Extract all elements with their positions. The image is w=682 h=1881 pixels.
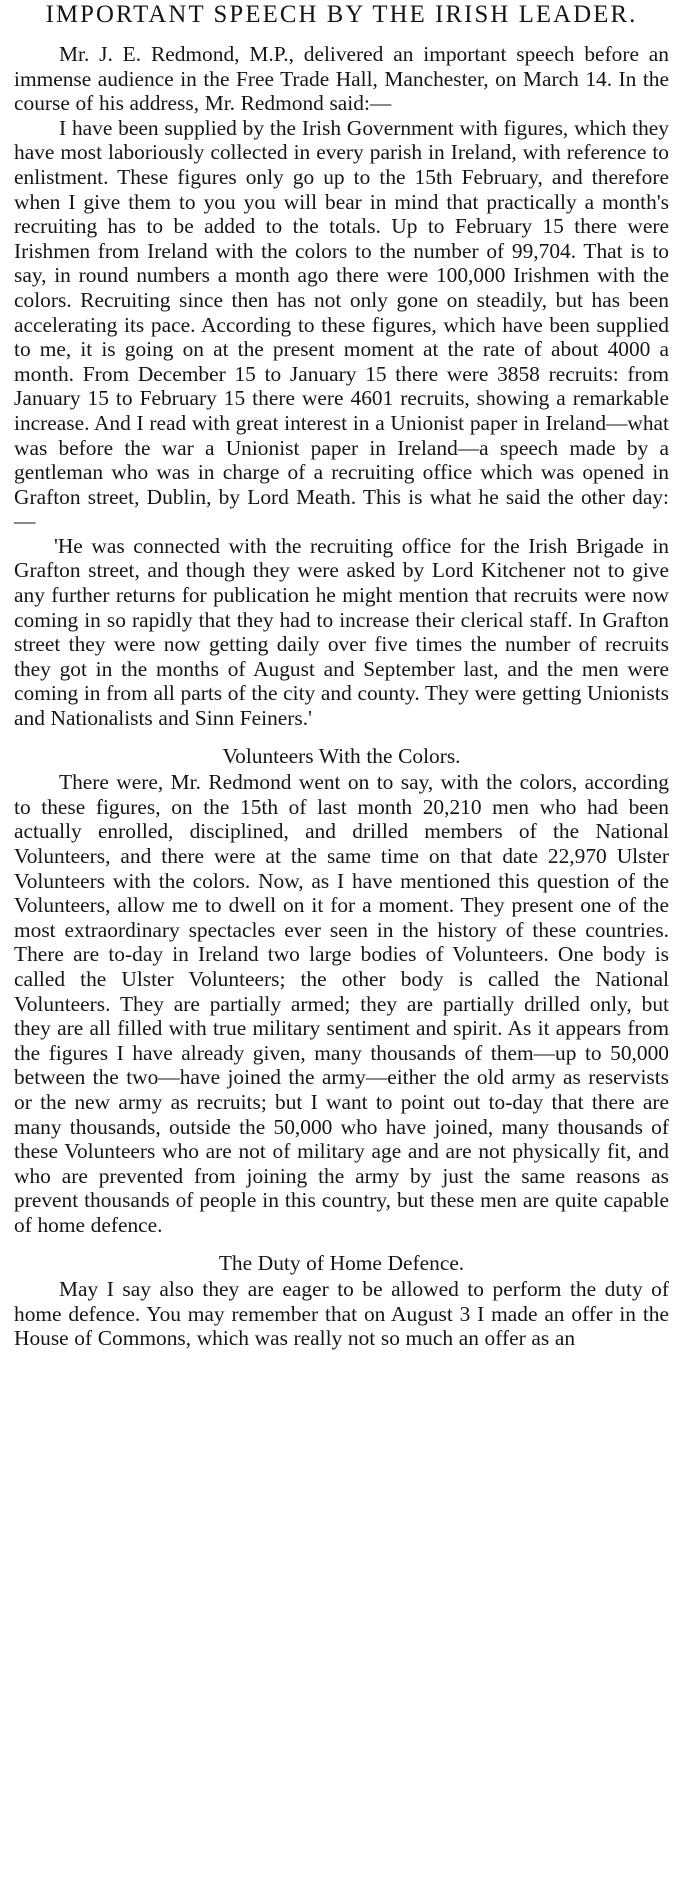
body-paragraph: There were, Mr. Redmond went on to say, with the colors, according to these figures, on the 15th of last month 20,210 men who had been actually enrolled, disciplined, and drilled members of the National Volunteers, and there were at the same time on that date 22,970 Ulster Volunteers with the colors. Now, as I have mentioned this question of the Volunteers, allow me to dwell on it for a moment. They present one of the most extraordinary spectacles ever seen in the history of these countries. There are to-day in Ireland two large bodies of Volunteers. One body is called the Ulster Volunteers; the other body is called the National Volunteers. They are partially armed; they are partially drilled only, but they are all filled with true military sentiment and spirit. As it appears from the figures I have already given, many thousands of them—up to 50,000 between the two—have joined the army—either the old army as reservists or the new army as recruits; but I want to point out to-day that there are many thousands, outside the 50,000 who have joined, many thousands of these Volunteers who are not of military age and are not physically fit, and who are prevented from joining the army by just the same reasons as prevent thousands of people in this country, but these men are quite capable of home defence.: [14, 770, 669, 1237]
subheading: The Duty of Home Defence.: [218, 1250, 465, 1275]
body-paragraph: May I say also they are eager to be allowed to perform the duty of home defence. You may remember that on August 3 I made an offer in the House of Commons, which was really not so much an offer as an: [14, 1277, 669, 1351]
quoted-paragraph: 'He was connected with the recruiting office for the Irish Brigade in Grafton street, and though they were asked by Lord Kitchener not to give any further returns for publication he might mention that recruits were now coming in so rapidly that they had to increase their clerical staff. In Grafton street they were now getting daily over five times the number of recruits they got in the months of August and September last, and the men were coming in from all parts of the city and county. They were getting Unionists and Nationalists and Sinn Feiners.': [14, 533, 669, 731]
article-headline: IMPORTANT SPEECH BY THE IRISH LEADER.: [45, 1, 638, 28]
article-body: [14, 42, 669, 1351]
body-paragraph: I have been supplied by the Irish Government with figures, which they have most laboriously collected in every parish in Ireland, with reference to enlistment. These figures only go up to the 15th February, and therefore when I give them to you you will bear in mind that practically a month's recruiting has to be added to the totals. Up to February 15 there were Irishmen from Ireland with the colors to the number of 99,704. That is to say, in round numbers a month ago there were 100,000 Irishmen with the colors. Recruiting since then has not only gone on steadily, but has been accelerating its pace. According to these figures, which have been supplied to me, it is going on at the present moment at the rate of about 4000 a month. From December 15 to January 15 there were 3858 recruits: from January 15 to February 15 there were 4601 recruits, showing a remarkable increase. And I read with great interest in a Unionist paper in Ireland—what was before the war a Unionist paper in Ireland—a speech made by a gentleman who was in charge of a recruiting office which was opened in Grafton street, Dublin, by Lord Meath. This is what he said the other day:—: [14, 115, 669, 534]
intro-paragraph: Mr. J. E. Redmond, M.P., delivered an important speech before an immense audience in the Free Trade Hall, Manchester, on March 14. In the course of his address, Mr. Redmond said:—: [14, 42, 669, 116]
subheading: Volunteers With the Colors.: [222, 743, 461, 768]
